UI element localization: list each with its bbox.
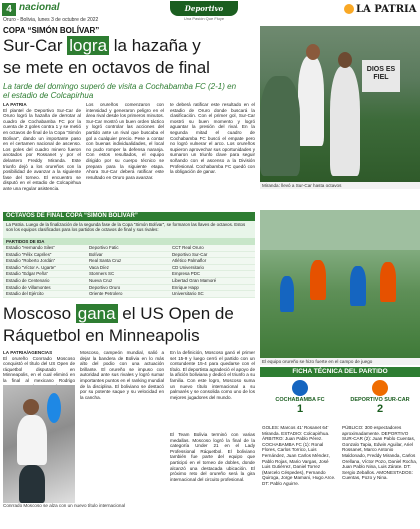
match-sheet-away-details: PÚBLICO: 300 espectadores aproximadamente. DEPORTIVO SUR-CAR (2): Juan Pablo Cuentas, Gonzalo Tapia, Edwin Aguilar, Ariel Rossanet, Marco Antonio Maldonado, Freddy Miranda, Carlos Orellana, Víctor Pozo, Daniel Rocha, Juan Pablo Nina, Luis Zárate. DT: Sergio Zeballos. AMONESTADOS: Cuentas, Pozo y Nina.: [342, 425, 418, 481]
article1-headline: [3, 36, 201, 56]
page-header: [0, 0, 420, 25]
racquetball-player-photo: [3, 385, 75, 503]
away-crest-icon: [372, 380, 388, 396]
table-title: OCTAVOS DE FINAL COPA “SIMÓN BOLÍVAR”: [3, 212, 255, 221]
match-sheet-home-details: GOLES: Marcos 41' Rosanet 64' Miranda. ESTADIO: Colcapirhua. ÁRBITRO: Juan Pablo Pérez. COCHABAMBA FC (1): Ronal Flores, Carlos Torrico, Luis Fernández, Juan Carlos Méndez, Pablo Rojas, Mario Vargas, José Luis Gutiérrez, Daniel Torrez (Marcelo Céspedes), Fernando Quiroga, Jorge Mamani, Hugo Arce. DT: Pablo Aguirre.: [262, 425, 336, 486]
match-action-photo: [260, 210, 420, 358]
headline-text: Moscoso: [3, 304, 76, 323]
article1-column-3: te deberá ratificar este resultado en el estadio de Oruro donde buscará la clasificación. Con el primer gol, Sur-Car mostró su buen momento y logró aguantar la presión del rival. En la segunda mitad el cuadro de Cochabamba FC buscó el empate pero no logró vulnerar el arco. Los orureños supieron aprovechar sus oportunidades y sumaron un triunfo clave para seguir soñando con el ascenso a la División Profesional. Cochabamba FC quedó con la obligación de ganar.: [170, 102, 255, 175]
player-celebration-photo: [260, 26, 420, 182]
sport-tab-subtitle: Una Pasión Que Fluye: [183, 16, 225, 21]
article2-column-1: [3, 350, 75, 383]
table-intro: La Patria. Luego de la finalización de la segunda fase de la Copa “Simón Bolívar”, se formaron las llaves de octavos. Estos son los equipos clasificados para los partidos de octavos de final y sus rivales:: [3, 221, 255, 238]
table-row: Estadio “Víctor A. Ugarte” Vaca Díez CD Universitario: [3, 265, 255, 272]
article1-byline: LA PATRIA: [3, 102, 27, 107]
headline-highlight: logra: [69, 36, 108, 55]
newspaper-logo: LA PATRIA: [356, 4, 417, 15]
article2-headline-line2: Ráquetbol en Minneapolis: [3, 326, 200, 345]
away-team-name: DEPORTIVO SUR-CAR: [350, 397, 410, 403]
table-row: Estadio de Centenario Nueva Cruz Libertad Gran Mamoré: [3, 278, 255, 285]
home-crest-icon: [292, 380, 308, 396]
article2-byline: LA PATRIA/AGENCIAS: [3, 350, 53, 355]
table-row: Estadio “Roberto Jordán” Real Santa Cruz Atlético Palmaflor: [3, 258, 255, 265]
headline-highlight: gana: [77, 304, 116, 323]
photo2-caption: Conrrado Moscoso se alza con un nuevo título internacional: [3, 503, 126, 508]
article1-headline-line2: se mete en octavos de final: [3, 58, 210, 77]
home-team-score: 1: [296, 403, 304, 415]
away-team: [342, 380, 418, 415]
article1-subhead: La tarde del domingo superó de visita a Cochabamba FC (2-1) en el estadio de Colcapirhua: [3, 82, 237, 100]
headline-text: la hazaña y: [109, 36, 201, 55]
article2-column-3: En la definición, Moscoso ganó el primer set 15-9 y luego cerró el partido con un contundente 15-4 para quedarse con el título. El deportista agradeció el apoyo de la afición boliviana y dedicó el triunfo a su familia. Con este logro, Moscoso suma un nuevo título internacional a su palmarés y se consolida como uno de los mejores jugadores del mundo.: [170, 350, 255, 400]
away-team-score: 2: [376, 403, 384, 415]
photo1-caption: Miranda: llevó a Sur-Car hasta octavos: [260, 182, 420, 189]
logo-icon: [344, 4, 354, 14]
sport-section-tab: [170, 1, 238, 16]
article1-column-1: [3, 102, 81, 210]
article1-column-2: Los orureños comenzaron con intensidad y generaron peligro en el área rival desde los primeros minutos. Sur-Car mostró un buen orden táctico y logró controlar las acciones del partido ante un rival que buscaba el gol a cualquier precio. Pese a contar con buenas individualidades, el local no pudo romper la defensa naranja. Con estos resultados, el equipo dirigido por su cuerpo técnico se prepara para la siguiente etapa. Ahora Sur-Car deberá ratificar este resultado en Oruro para avanzar.: [86, 102, 164, 180]
table-header: PARTIDOS DE IDA: [3, 238, 255, 245]
fixtures-table: [3, 245, 255, 298]
article2-column-2: Moscoso, campeón mundial, salió a dejar la bandera de Bolivia en lo más alto del podio con una actuación brillante. El orureño se impuso con autoridad ante sus rivales y logró sumar importantes puntos en el ranking mundial de la disciplina. El boliviano se destacó por su potente saque y su velocidad en la cancha.: [80, 350, 165, 400]
article2-column-4: El Team Bolivia terminó con varias medallas. Moscoso logró la final de la categoría Under 21 en el Lady Professional Ráquetbol. El boliviano también fue parte del equipo que participó en el torneo de dobles, donde alcanzó una destacada ubicación. El próximo reto del orureño será la gira internacional del circuito profesional.: [170, 432, 255, 482]
photo4-caption: El equipo orureño se hizo fuerte en el campo de juego: [260, 358, 420, 365]
table-row: Estadio “Edgar Peña” Stormers SC Empresa PDC: [3, 271, 255, 278]
table-row: Estadio “Félix Capriles” Bolívar Deportivo Sur-Car: [3, 252, 255, 259]
headline-text: el US Open de: [117, 304, 234, 323]
table-row: Estadio del Ejército Oriente Petrolero Universitario SC: [3, 291, 255, 298]
sport-tab-label: Deportivo: [184, 4, 224, 13]
photo-sign: DIOS ES FIEL: [362, 60, 400, 92]
dateline: Oruro - Bolivia, lunes 3 de octubre de 2022: [3, 17, 99, 23]
article1-col1-text: El plantel de Deportivo Sur-Car de Oruro logró la hazaña de derrotar al cuadro de Cochabamba FC por la cuenta de 2 goles contra 1 y se metió en octavos de final de la Copa “Simón Bolívar”, dando un importante paso en el certamen nacional de ascenso. Los goles del cuadro minero fueron anotados por Rossanet y por el delantero Freddy Miranda. Este triunfo dejó a los orureños con la posibilidad de avanzar a la siguiente fase del torneo. El encuentro se disputó en el estadio de Colcapirhua ante una regular asistencia.: [3, 107, 81, 191]
article1-kicker: COPA “SIMÓN BOLÍVAR”: [3, 26, 100, 35]
table-row: Estadio “Hernando Siles” Deportivo Fatic CCT Real Oruro: [3, 245, 255, 252]
home-team-name: COCHABAMBA FC: [275, 397, 325, 403]
section-title: nacional: [19, 2, 60, 13]
match-sheet-title: FICHA TÉCNICA DEL PARTIDO: [260, 367, 420, 377]
article2-col1-text: El orureño Conrrado Moscoso conquistó el título del US Open de ráquetbol disputado en Minneapolis, en el cual eliminó en la final al mexicano Rodrigo: [3, 355, 75, 383]
table-row: Estadio de Villamontes Deportivo Oruro Enrique Happ: [3, 285, 255, 292]
page-number: 4: [2, 3, 16, 16]
headline-text: Sur-Car: [3, 36, 68, 55]
home-team: [262, 380, 338, 415]
article2-headline: [3, 304, 234, 324]
